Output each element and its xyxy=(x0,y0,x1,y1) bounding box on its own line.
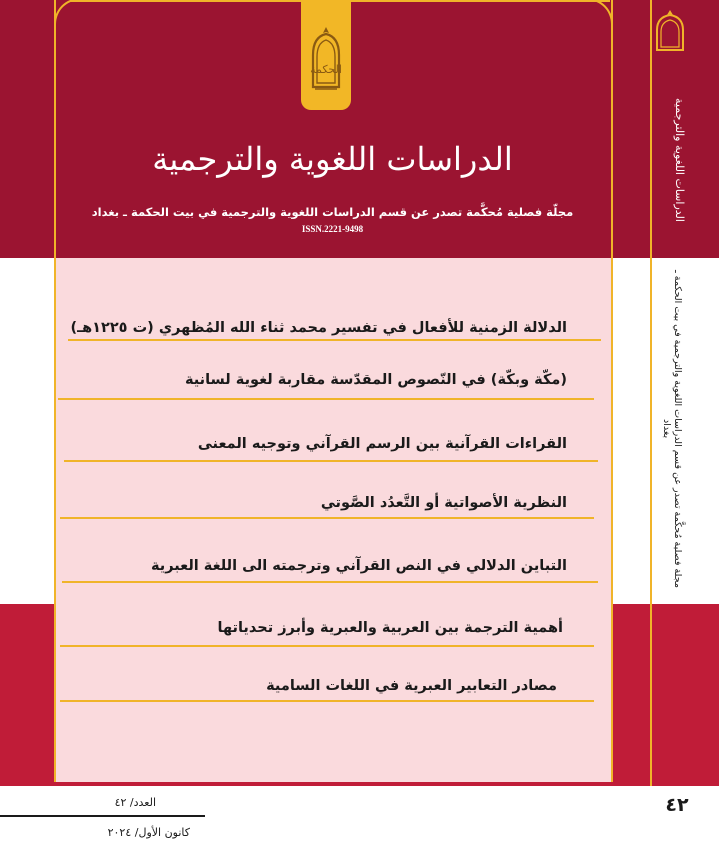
spine-description: مجلة فصلية مُحكَّمة تصدر عن قسم الدراسات اللغوية والترجمية في بيت الحكمة ـ بغداد xyxy=(661,270,683,588)
article-divider xyxy=(64,460,598,462)
house-of-wisdom-logo-icon xyxy=(307,25,345,95)
spine-divider xyxy=(650,0,652,786)
article-divider xyxy=(68,339,601,341)
article-title: أهمية الترجمة بين العربية والعبرية وأبرز تحدياتها xyxy=(217,620,563,636)
journal-title: الدراسات اللغوية والترجمية xyxy=(152,140,513,178)
logo-calligraphy: الحكمة xyxy=(310,63,342,76)
issue-date-text: كانون الأول/ ٢٠٢٤ xyxy=(107,826,190,839)
issue-number xyxy=(0,796,200,809)
journal-subtitle: مجلّة فصلية مُحكَّمة تصدر عن قسم الدراسات اللغوية والترجمية في بيت الحكمة ـ بغداد xyxy=(91,205,574,219)
article-divider xyxy=(62,581,598,583)
article-title: النظرية الأصواتية أو التَّعدُد الصَّوتي xyxy=(320,495,567,511)
article-title: القراءات القرآنية بين الرسم القرآني وتوجيه المعنى xyxy=(197,436,567,452)
logo-tab xyxy=(301,0,351,110)
spine-title: الدراسات اللغوية والترجمية xyxy=(673,98,686,222)
spine-logo-icon xyxy=(652,8,688,54)
footer-rule xyxy=(0,815,205,817)
article-title: (مكّة وبكّة) في النّصوص المقدّسة مقاربة لغوية لسانية xyxy=(184,372,567,388)
issue-number-text: العدد/ ٤٢ xyxy=(114,796,156,809)
article-title: مصادر التعابير العبرية في اللغات السامية xyxy=(266,678,557,694)
article-divider xyxy=(60,700,594,702)
article-title: التباين الدلالي في النص القرآني وترجمته الى اللغة العبرية xyxy=(150,558,567,574)
article-divider xyxy=(60,517,594,519)
issue-date xyxy=(0,826,200,839)
contents-panel xyxy=(56,258,611,782)
frame-left-line xyxy=(54,0,56,782)
article-divider xyxy=(58,398,594,400)
spine-issue-number: ٤٢ xyxy=(665,794,689,816)
frame-right-line xyxy=(611,0,613,782)
article-divider xyxy=(60,645,594,647)
journal-issn: ISSN.2221-9498 xyxy=(301,224,364,234)
article-title: الدلالة الزمنية للأفعال في تفسير محمد ثناء الله المُظهري (ت ١٢٢٥هـ) xyxy=(70,320,567,336)
